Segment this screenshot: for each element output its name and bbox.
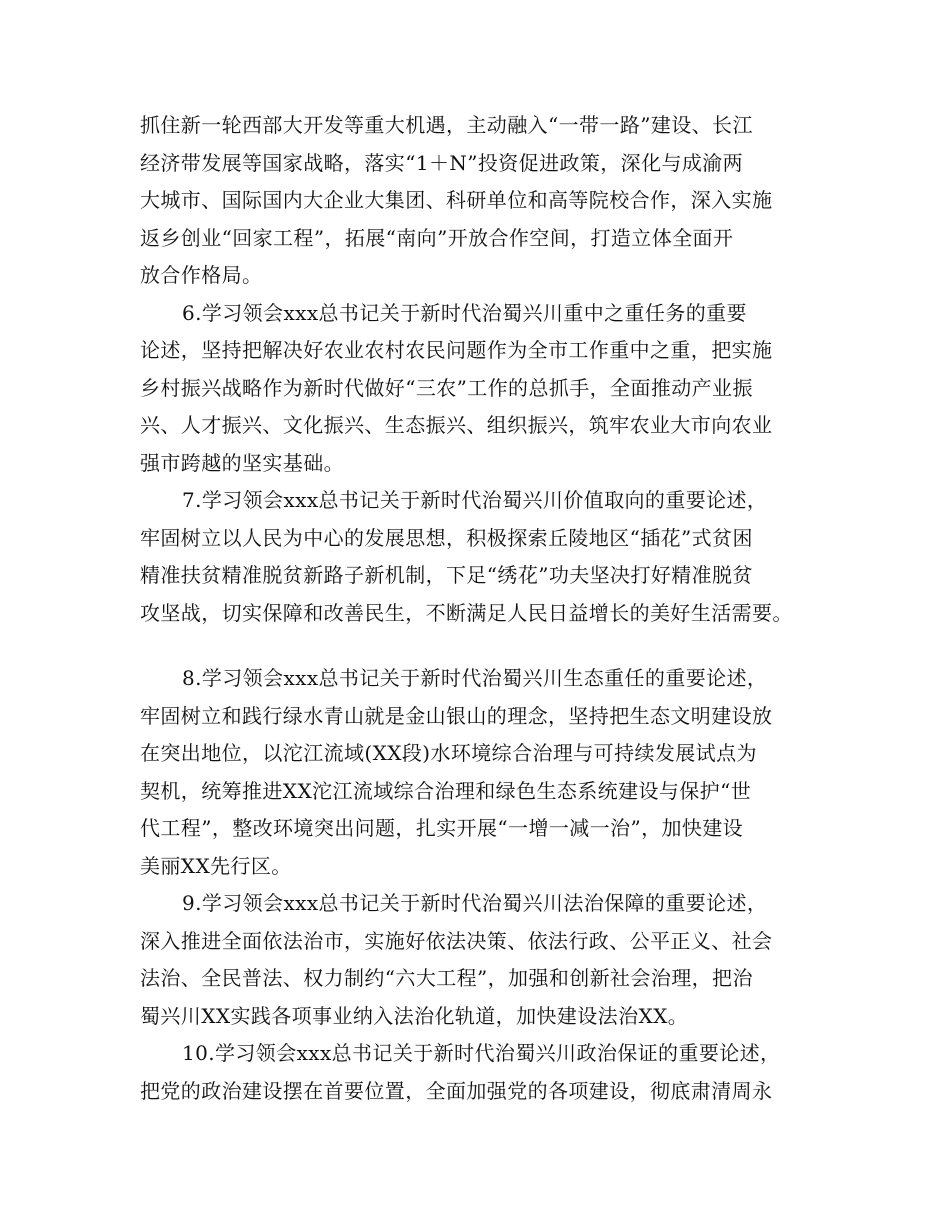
paragraph-item-9: [140, 885, 830, 1035]
text-line: 把党的政治建设摆在首要位置，全面加强党的各项建设，彻底肃清周永: [140, 1078, 773, 1103]
text-line: 蜀兴川XX实践各项事业纳入法治化轨道，加快建设法治XX。: [140, 1003, 689, 1028]
text-line: 精准扶贫精准脱贫新路子新机制，下足“绣花”功夫坚决打好精准脱贫: [140, 563, 753, 587]
text-line: 美丽XX先行区。: [140, 853, 292, 878]
text-line: 返乡创业“回家工程”，拓展“南向”开放合作空间，打造立体全面开: [140, 225, 734, 250]
text-line: 契机，统筹推进XX沱江流域综合治理和绿色生态系统建设与保护“世: [140, 778, 752, 803]
text-line: 在突出地位，以沱江流域(XX段)水环境综合治理与可持续发展试点为: [140, 741, 757, 765]
paragraph-item-6: [140, 295, 830, 483]
paragraph-item-7: [140, 482, 830, 632]
text-line: 代工程”，整改环境突出问题，扎实开展“一增一减一治”，加快建设: [140, 816, 744, 840]
text-line: 论述，坚持把解决好农业农村农民问题作为全市工作重中之重，把实施: [140, 338, 773, 362]
text-line: 6.学习领会xxx总书记关于新时代治蜀兴川重中之重任务的重要: [182, 300, 747, 325]
text-line: 法治、全民普法、权力制约“六大工程”，加强和创新社会治理，把治: [140, 966, 753, 990]
text-line: 深入推进全面依法治市，实施好依法决策、依法行政、公平正义、社会: [140, 928, 773, 953]
paragraph-continuation: [140, 107, 830, 295]
text-line: 乡村振兴战略作为新时代做好“三农”工作的总抓手，全面推动产业振: [140, 375, 753, 400]
text-line: 放合作格局。: [140, 263, 263, 287]
text-line: 抓住新一轮西部大开发等重大机遇，主动融入“一带一路”建设、长江: [140, 113, 753, 137]
text-line: 攻坚战，切实保障和改善民生，不断满足人民日益增长的美好生活需要。: [140, 600, 793, 625]
text-line: 7.学习领会xxx总书记关于新时代治蜀兴川价值取向的重要论述，: [182, 488, 768, 512]
paragraph-gap: [140, 632, 830, 660]
text-line: 经济带发展等国家战略，落实“1＋N”投资促进政策，深化与成渝两: [140, 150, 744, 175]
paragraph-item-10: [140, 1035, 830, 1110]
text-line: 牢固树立和践行绿水青山就是金山银山的理念，坚持把生态文明建设放: [140, 703, 773, 728]
paragraph-item-8: [140, 660, 830, 885]
text-line: 兴、人才振兴、文化振兴、生态振兴、组织振兴，筑牢农业大市向农业: [140, 413, 773, 437]
text-line: 9.学习领会xxx总书记关于新时代治蜀兴川法治保障的重要论述，: [182, 891, 768, 915]
text-line: 牢固树立以人民为中心的发展思想，积极探索丘陵地区“插花”式贫困: [140, 525, 753, 550]
document-body: [140, 107, 830, 1110]
text-line: 10.学习领会xxx总书记关于新时代治蜀兴川政治保证的重要论述，: [182, 1041, 781, 1065]
text-line: 8.学习领会xxx总书记关于新时代治蜀兴川生态重任的重要论述，: [182, 666, 768, 690]
text-line: 大城市、国际国内大企业大集团、科研单位和高等院校合作，深入实施: [140, 188, 773, 212]
text-line: 强市跨越的坚实基础。: [140, 450, 344, 475]
